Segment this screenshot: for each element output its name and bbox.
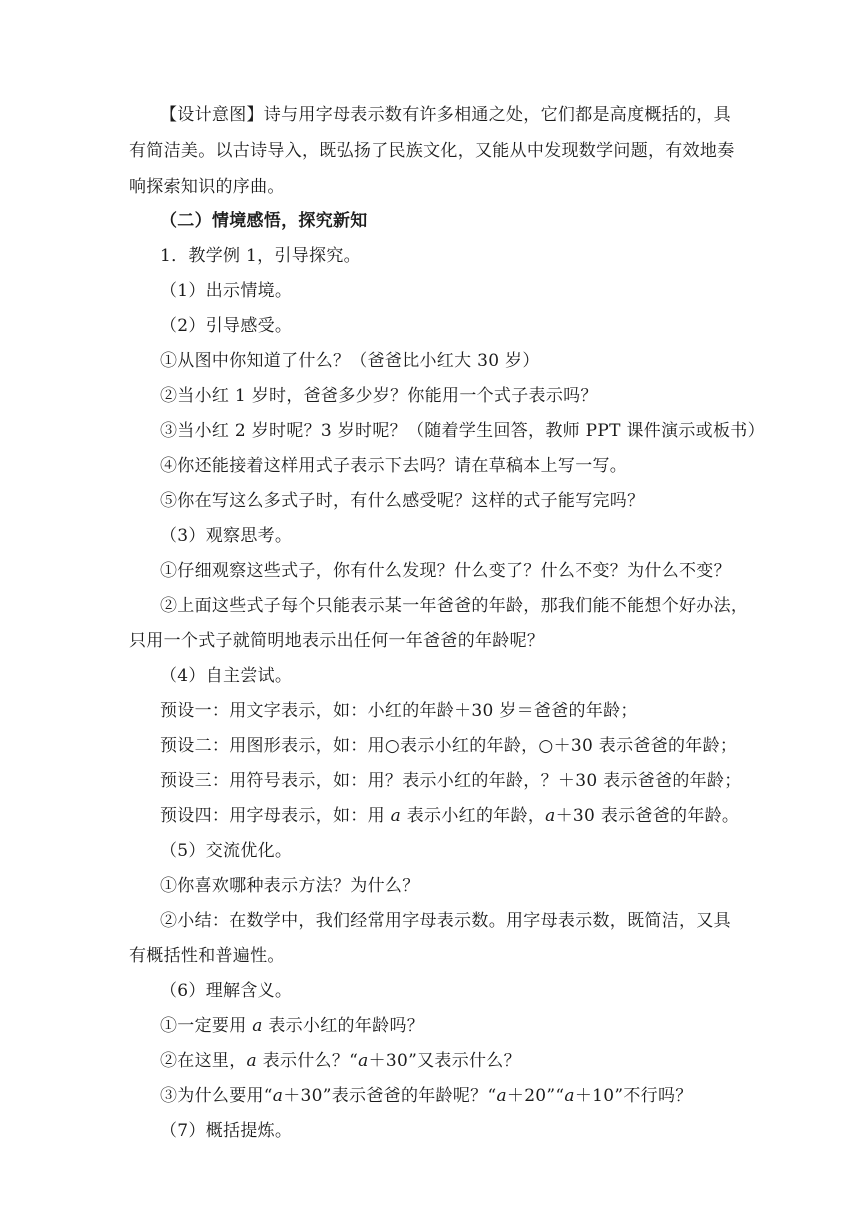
preset-1: 预设一：用文字表示，如：小红的年龄＋30 岁＝爸爸的年龄；: [160, 701, 638, 721]
step-7: （7）概括提炼。: [160, 1121, 293, 1141]
preset-3: 预设三：用符号表示，如：用？表示小红的年龄，？＋30 表示爸爸的年龄；: [160, 771, 742, 791]
exchange-1: ①你喜欢哪种表示方法？为什么？: [160, 876, 420, 896]
step-6: （6）理解含义。: [160, 981, 293, 1001]
step-1: （1）出示情境。: [160, 281, 293, 301]
meaning-3: ③为什么要用“a＋30”表示爸爸的年龄呢？“a＋20”“a＋10”不行吗？: [160, 1086, 693, 1106]
step-3: （3）观察思考。: [160, 526, 293, 546]
meaning-1: ①一定要用 a 表示小红的年龄吗？: [160, 1016, 425, 1036]
question-1: ①从图中你知道了什么？（爸爸比小红大 30 岁）: [160, 351, 540, 371]
section-heading: （二）情境感悟，探究新知: [160, 211, 368, 231]
step-5: （5）交流优化。: [160, 841, 293, 861]
question-2: ②当小红 1 岁时，爸爸多少岁？你能用一个式子表示吗？: [160, 386, 598, 406]
design-intent-line-2: 有简洁美。以古诗导入，既弘扬了民族文化，又能从中发现数学问题，有效地奏: [129, 141, 735, 161]
preset-4: 预设四：用字母表示，如：用 a 表示小红的年龄，a＋30 表示爸爸的年龄。: [160, 806, 740, 826]
design-intent-line-3: 响探索知识的序曲。: [129, 177, 285, 197]
question-3: ③当小红 2 岁时呢？3 岁时呢？（随着学生回答，教师 PPT 课件演示或板书）: [160, 421, 765, 441]
summary-line-2: 有概括性和普遍性。: [129, 946, 285, 966]
meaning-2: ②在这里，a 表示什么？“a＋30”又表示什么？: [160, 1051, 521, 1071]
observe-1: ①仔细观察这些式子，你有什么发现？什么变了？什么不变？为什么不变？: [160, 561, 731, 581]
step-2: （2）引导感受。: [160, 316, 293, 336]
observe-2-line-1: ②上面这些式子每个只能表示某一年爸爸的年龄，那我们能不能想个好办法，: [160, 596, 749, 616]
observe-2-line-2: 只用一个式子就简明地表示出任何一年爸爸的年龄呢？: [129, 631, 545, 651]
question-5: ⑤你在写这么多式子时，有什么感受呢？这样的式子能写完吗？: [160, 491, 645, 511]
example-1-heading: 1．教学例 1，引导探究。: [160, 246, 361, 266]
preset-2: 预设二：用图形表示，如：用○表示小红的年龄，○＋30 表示爸爸的年龄；: [160, 736, 738, 756]
summary-line-1: ②小结：在数学中，我们经常用字母表示数。用字母表示数，既简洁，又具: [160, 911, 731, 931]
design-intent-line-1: 【设计意图】诗与用字母表示数有许多相通之处，它们都是高度概括的，具: [160, 105, 731, 125]
step-4: （4）自主尝试。: [160, 666, 293, 686]
question-4: ④你还能接着这样用式子表示下去吗？请在草稿本上写一写。: [160, 456, 628, 476]
